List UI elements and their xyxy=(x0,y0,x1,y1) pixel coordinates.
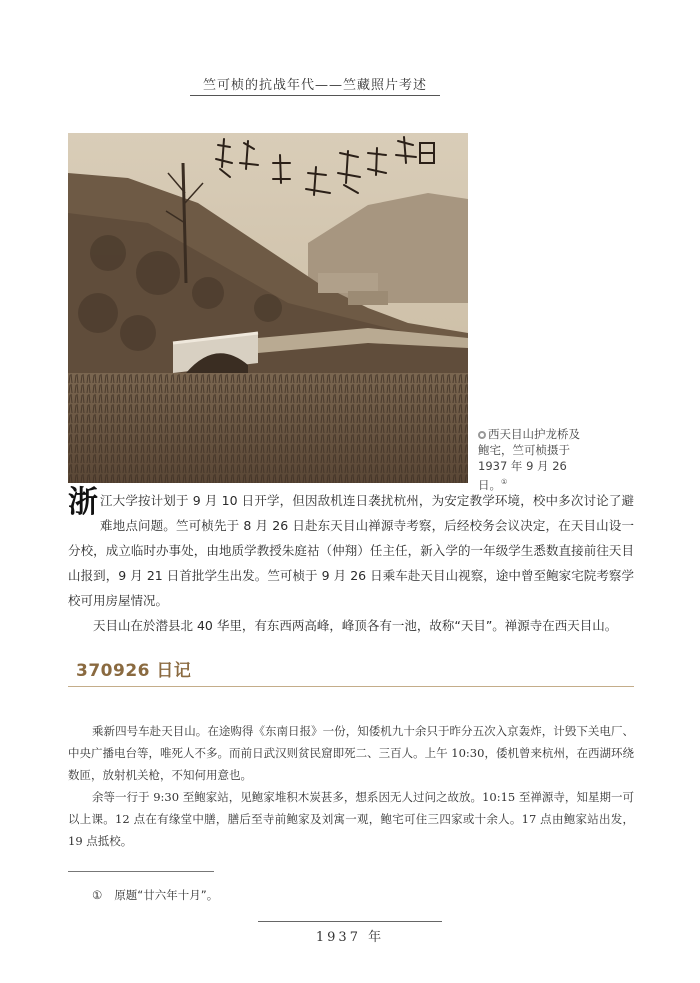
diary-paragraph-2: 余等一行于 9:30 至鲍家站，见鲍家堆积木炭甚多，想系因无人过问之故放。10:15 至禅源寺，知星期一可以上课。12 点在有缘堂中膳，膳后至寺前鲍家及刘寓一观，鲍宅可住三四家或十余人。17 点由鲍家站出发，19 点抵校。 xyxy=(68,790,634,848)
diary-text xyxy=(68,720,634,852)
caption-bullet-icon xyxy=(478,431,486,439)
body-text xyxy=(68,485,634,638)
caption-text: 西天目山护龙桥及鲍宅，竺可桢摄于 1937 年 9 月 26 日。 xyxy=(478,427,580,492)
header-rule xyxy=(190,95,440,96)
body-paragraph-1-text: 江大学按计划于 9 月 10 日开学，但因敌机连日袭扰杭州，为安定教学环境，校中多次讨论了避难地点问题。竺可桢先于 8 月 26 日赴东天目山禅源寺考察，后经校务会议决定，在天目山设一分校，成立临时办事处，由地质学教授朱庭祜（仲翔）任主任，新入学的一年级学生悉数直接前往天目山报到，9 月 21 日首批学生出发。竺可桢于 9 月 26 日乘车赴天目山视察，途中曾至鲍家宅院考察学校可用房屋情况。 xyxy=(68,493,634,608)
running-header: 竺可桢的抗战年代——竺藏照片考述 xyxy=(202,78,427,93)
section-title: 370926 日记 xyxy=(76,661,192,681)
footnote-mark: ① xyxy=(92,888,103,902)
historical-photo xyxy=(68,133,468,483)
section-rule xyxy=(68,686,634,687)
body-paragraph-2: 天目山在於潜县北 40 华里，有东西两高峰，峰顶各有一池，故称“天目”。禅源寺在西天目山。 xyxy=(93,618,618,633)
diary-paragraph-1: 乘新四号车赴天目山。在途购得《东南日报》一份，知倭机九十余只于昨分五次入京轰炸，计毁下关电厂、中央广播电台等，唯死人不多。而前日武汉则贫民窟即死二、三百人。上午 10:30，倭机曾来杭州，在西湖环绕数匝，放射机关枪，不知何用意也。 xyxy=(68,724,634,782)
footnote-text: 原题“廿六年十月”。 xyxy=(114,888,219,902)
footnote-rule xyxy=(68,871,214,872)
body-paragraph-1 xyxy=(68,485,634,613)
page-footer-year: 1937 年 xyxy=(315,930,385,945)
drop-cap: 浙 xyxy=(68,485,98,520)
caption-footnote-ref: ① xyxy=(501,478,508,486)
photo-caption xyxy=(478,426,588,493)
footer-rule xyxy=(258,921,442,922)
footnote xyxy=(92,887,218,903)
